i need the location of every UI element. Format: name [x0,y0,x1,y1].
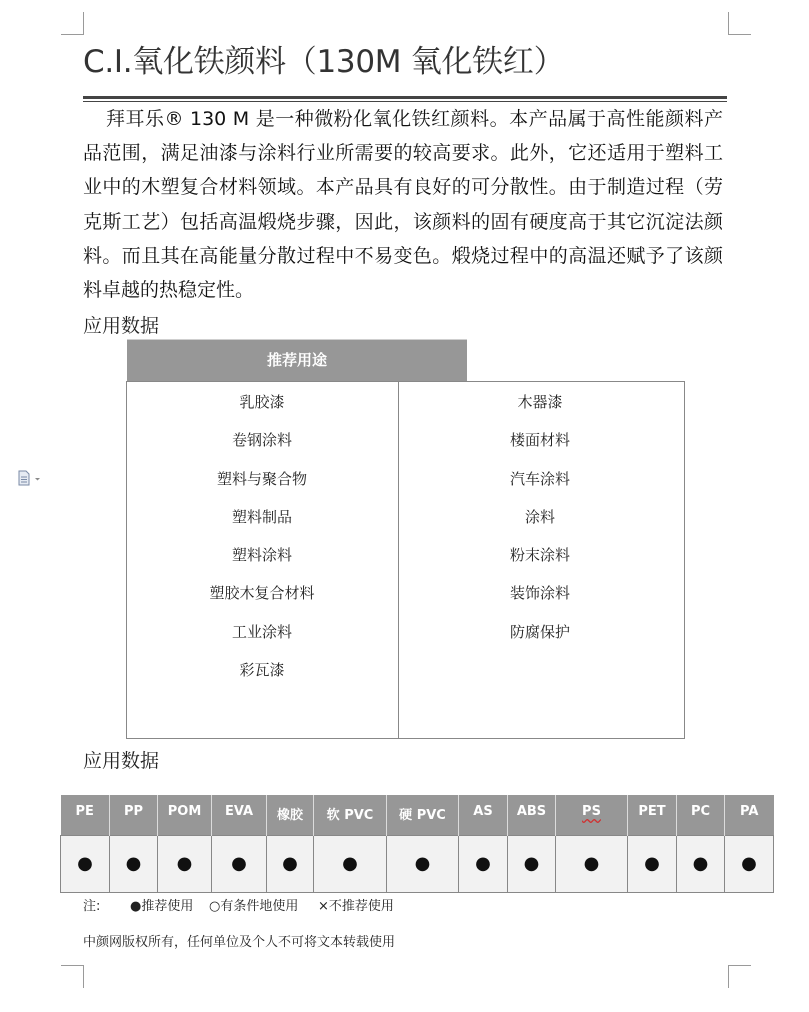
list-item: 涂料 [524,507,555,526]
list-item: 汽车涂料 [509,469,570,488]
intro-paragraph: 拜耳乐® 130 M 是一种微粉化氧化铁红颜料。本产品属于高性能颜料产品范围，满足油漆与涂料行业所需要的较高要求。此外，它还适用于塑料工业中的木塑复合材料领域。本产品具有良好的可分散性。由于制造过程（劳克斯工艺）包括高温煅烧步骤，因此，该颜料的固有硬度高于其它沉淀法颜料。而且其在高能量分散过程中不易变色。煅烧过程中的高温还赋予了该颜料卓越的热稳定性。 [83,108,723,302]
table-cell: ● [677,835,725,892]
spellcheck-flagged-text: PS [582,804,601,819]
table-header-cell: AS [459,795,508,835]
list-item: 乳胶漆 [239,393,285,411]
table-header-cell: PET [628,795,677,835]
title-rule-thick [83,96,727,99]
page-corner-bottom-left [61,965,84,988]
table-header-cell: ABS [508,795,556,835]
recommended-uses-divider [398,381,399,739]
document-title: C.I.氧化铁颜料（130M 氧化铁红） [83,44,565,80]
list-item: 塑料涂料 [231,546,292,565]
table-cell: ● [212,835,267,892]
legend-conditional: ○有条件地使用 [209,899,299,914]
table-header-cell: PE [61,795,110,835]
legend-recommended: ●推荐使用 [130,899,194,914]
table-cell: ● [314,835,387,892]
table-header-cell [556,795,628,835]
list-item: 木器漆 [517,393,563,411]
legend-not-recommended: ×不推荐使用 [318,899,394,914]
copyright-notice: 中颜网版权所有，任何单位及个人不可将文本转载使用 [83,935,396,950]
table-header-cell: EVA [212,795,267,835]
page-corner-top-left [61,12,84,35]
table-cell: ● [110,835,158,892]
table-cell: ● [387,835,459,892]
table-cell: ● [508,835,556,892]
table-header-cell: PP [110,795,158,835]
table-cell: ● [158,835,212,892]
list-item: 工业涂料 [231,622,292,641]
recommended-uses-header: 推荐用途 [127,339,467,382]
legend-label: 注: [83,899,101,914]
list-item: 彩瓦漆 [239,661,285,680]
section-heading-application-data-2: 应用数据 [83,750,160,772]
table-header-cell: PA [725,795,774,835]
table-row [61,835,774,892]
recommended-uses-left-column [127,393,397,699]
list-item: 粉末涂料 [509,546,570,565]
page-corner-bottom-right [728,965,751,988]
table-cell: ● [459,835,508,892]
list-item: 装饰涂料 [509,584,570,603]
table-cell: ● [628,835,677,892]
recommended-uses-right-column [405,393,675,661]
table-header-row [61,795,774,835]
table-header-cell: 软 PVC [314,795,387,835]
table-cell: ● [725,835,774,892]
document-icon[interactable] [18,470,38,486]
list-item: 塑料与聚合物 [216,469,307,488]
page-corner-top-right [728,12,751,35]
list-item: 防腐保护 [509,622,570,641]
legend-notes [83,895,394,914]
list-item: 塑胶木复合材料 [209,584,315,603]
table-cell: ● [61,835,110,892]
list-item: 塑料制品 [231,507,292,526]
table-cell: ● [556,835,628,892]
polymer-compatibility-table [60,795,774,893]
table-cell: ● [267,835,314,892]
table-header-cell: 橡胶 [267,795,314,835]
table-header-cell: 硬 PVC [387,795,459,835]
section-heading-application-data: 应用数据 [83,315,160,337]
list-item: 楼面材料 [509,431,570,450]
table-header-cell: PC [677,795,725,835]
list-item: 卷钢涂料 [231,431,292,450]
table-header-cell: POM [158,795,212,835]
